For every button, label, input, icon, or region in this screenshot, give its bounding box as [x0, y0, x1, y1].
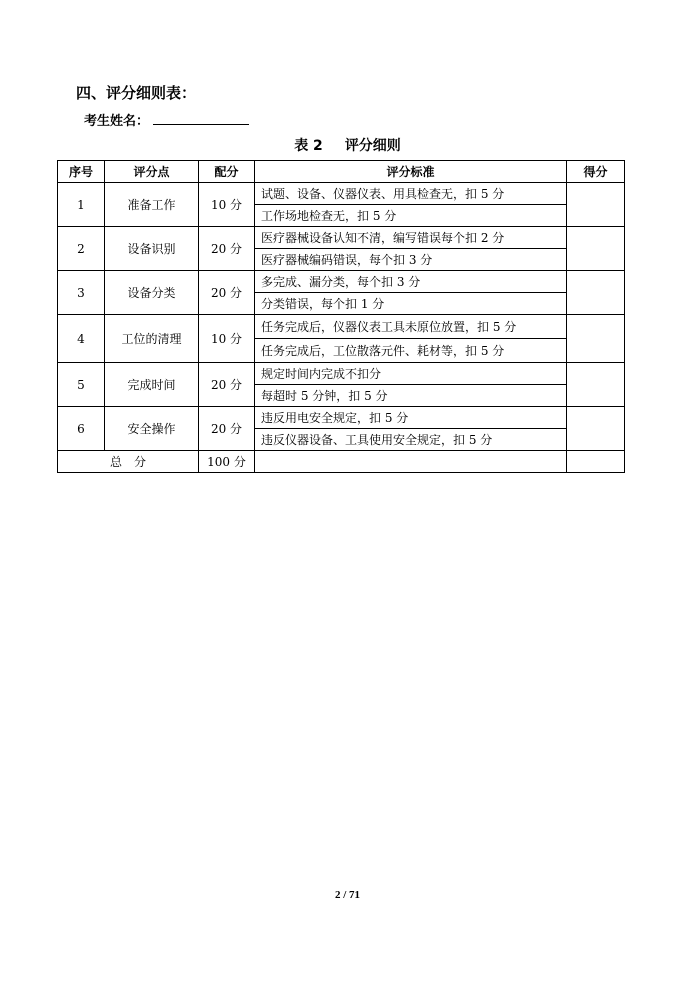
row-score-cell: [567, 271, 625, 315]
table-header-row: [58, 161, 625, 183]
header-item: 评分点: [105, 161, 199, 183]
table-row: [58, 315, 625, 339]
total-label: 总 分: [58, 451, 199, 473]
table-row: [58, 271, 625, 293]
row-criterion: 试题、设备、仪器仪表、用具检查无，扣 5 分: [255, 183, 567, 205]
row-criterion: 规定时间内完成不扣分: [255, 363, 567, 385]
row-criterion: 每超时 5 分钟，扣 5 分: [255, 385, 567, 407]
row-criterion: 任务完成后，仪器仪表工具未原位放置，扣 5 分: [255, 315, 567, 339]
row-item: 设备识别: [105, 227, 199, 271]
row-score-cell: [567, 315, 625, 363]
row-criterion: 违反仪器设备、工具使用安全规定，扣 5 分: [255, 429, 567, 451]
row-item: 设备分类: [105, 271, 199, 315]
row-points: 20 分: [199, 271, 255, 315]
total-row: [58, 451, 625, 473]
page-number: 2 / 71: [334, 889, 361, 901]
row-item: 安全操作: [105, 407, 199, 451]
row-index: 2: [58, 227, 105, 271]
row-item: 准备工作: [105, 183, 199, 227]
row-index: 5: [58, 363, 105, 407]
row-item: 完成时间: [105, 363, 199, 407]
table-row: [58, 183, 625, 205]
row-index: 4: [58, 315, 105, 363]
header-criteria: 评分标准: [255, 161, 567, 183]
table-caption-title: 评分细则: [344, 138, 401, 154]
header-score: 得分: [567, 161, 625, 183]
row-index: 3: [58, 271, 105, 315]
row-criterion: 工作场地检查无，扣 5 分: [255, 205, 567, 227]
row-points: 20 分: [199, 227, 255, 271]
header-points: 配分: [199, 161, 255, 183]
candidate-name-blank: [153, 112, 249, 125]
section-heading: 四、评分细则表：: [76, 84, 197, 102]
row-criterion: 任务完成后，工位散落元件、耗材等，扣 5 分: [255, 339, 567, 363]
row-item: 工位的清理: [105, 315, 199, 363]
candidate-name-label: 考生姓名：: [84, 114, 150, 129]
row-index: 6: [58, 407, 105, 451]
header-index: 序号: [58, 161, 105, 183]
table-row: [58, 227, 625, 249]
row-points: 20 分: [199, 363, 255, 407]
table-row: [58, 363, 625, 385]
row-points: 10 分: [199, 183, 255, 227]
scoring-table: [57, 160, 625, 473]
row-criterion: 医疗器械编码错误，每个扣 3 分: [255, 249, 567, 271]
total-points: 100 分: [199, 451, 255, 473]
row-score-cell: [567, 407, 625, 451]
candidate-name-field: [84, 110, 249, 129]
row-criterion: 违反用电安全规定，扣 5 分: [255, 407, 567, 429]
row-criterion: 医疗器械设备认知不清，编写错误每个扣 2 分: [255, 227, 567, 249]
row-criterion: 分类错误，每个扣 1 分: [255, 293, 567, 315]
row-score-cell: [567, 183, 625, 227]
total-criteria-cell: [255, 451, 567, 473]
row-index: 1: [58, 183, 105, 227]
table-caption: [0, 135, 695, 155]
row-points: 10 分: [199, 315, 255, 363]
row-criterion: 多完成、漏分类，每个扣 3 分: [255, 271, 567, 293]
table-caption-number: 表 2: [294, 138, 323, 154]
table-row: [58, 407, 625, 429]
row-score-cell: [567, 227, 625, 271]
row-points: 20 分: [199, 407, 255, 451]
row-score-cell: [567, 363, 625, 407]
total-score-cell: [567, 451, 625, 473]
